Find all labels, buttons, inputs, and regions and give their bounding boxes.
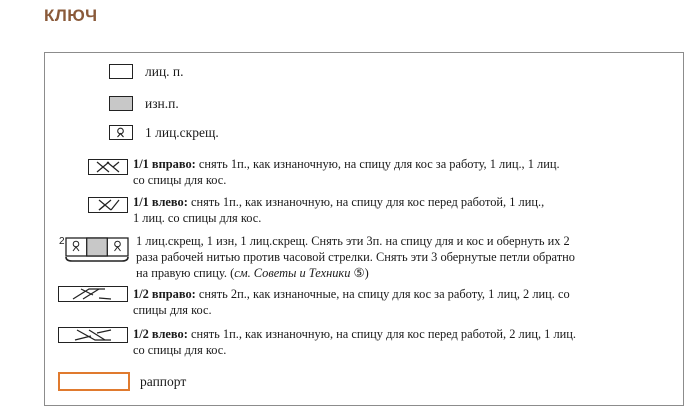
- cable-1-2-right-icon: [58, 286, 128, 302]
- cable-1-1-left-icon: [88, 197, 128, 213]
- purl-label: изн.п.: [145, 96, 179, 111]
- cable-1-1-right-text-2: со спицы для кос.: [133, 173, 227, 187]
- cable-1-2-left-icon: [58, 327, 128, 343]
- cable-1-1-left-text-2: 1 лиц. со спицы для кос.: [133, 211, 262, 225]
- cable-1-1-left-text: 1/1 влево: снять 1п., как изнаночную, на спицу для кос перед работой, 1 лиц.,: [133, 195, 545, 209]
- cable-1-2-right-text-2: спицы для кос.: [133, 303, 212, 317]
- cable-1-2-left-text-2: со спицы для кос.: [133, 343, 227, 357]
- repeat-label: раппорт: [140, 374, 187, 389]
- knit-label: лиц. п.: [145, 64, 184, 79]
- knit-symbol: [109, 64, 133, 79]
- page-title: КЛЮЧ: [44, 6, 98, 25]
- cable-1-1-right-icon: [88, 159, 128, 175]
- wrap-count: 2: [59, 236, 65, 247]
- wrap-text-1: 1 лиц.скрещ, 1 изн, 1 лиц.скрещ. Снять эти 3п. на спицу для и кос и обернуть их 2: [136, 234, 570, 248]
- wrap-3-stitches-icon: [58, 236, 130, 262]
- wrap-text-3: на правую спицу. (см. Советы и Техники ⑤): [136, 266, 369, 280]
- wrap-text-2: раза рабочей нитью против часовой стрелки. Снять эти 3 обернутые петли обратно: [136, 250, 575, 264]
- cable-1-2-left-text: 1/2 влево: снять 1п., как изнаночную, на спицу для кос перед работой, 2 лиц, 1 лиц.: [133, 327, 576, 341]
- twisted-stitch-icon: [109, 125, 133, 140]
- cable-1-2-right-text: 1/2 вправо: снять 2п., как изнаночные, на спицу для кос за работу, 1 лиц, 2 лиц. со: [133, 287, 570, 301]
- purl-symbol: [109, 96, 133, 111]
- repeat-box: [58, 372, 130, 391]
- cable-1-1-right-text: 1/1 вправо: снять 1п., как изнаночную, на спицу для кос за работу, 1 лиц., 1 лиц.: [133, 157, 560, 171]
- twisted-label: 1 лиц.скрещ.: [145, 125, 219, 140]
